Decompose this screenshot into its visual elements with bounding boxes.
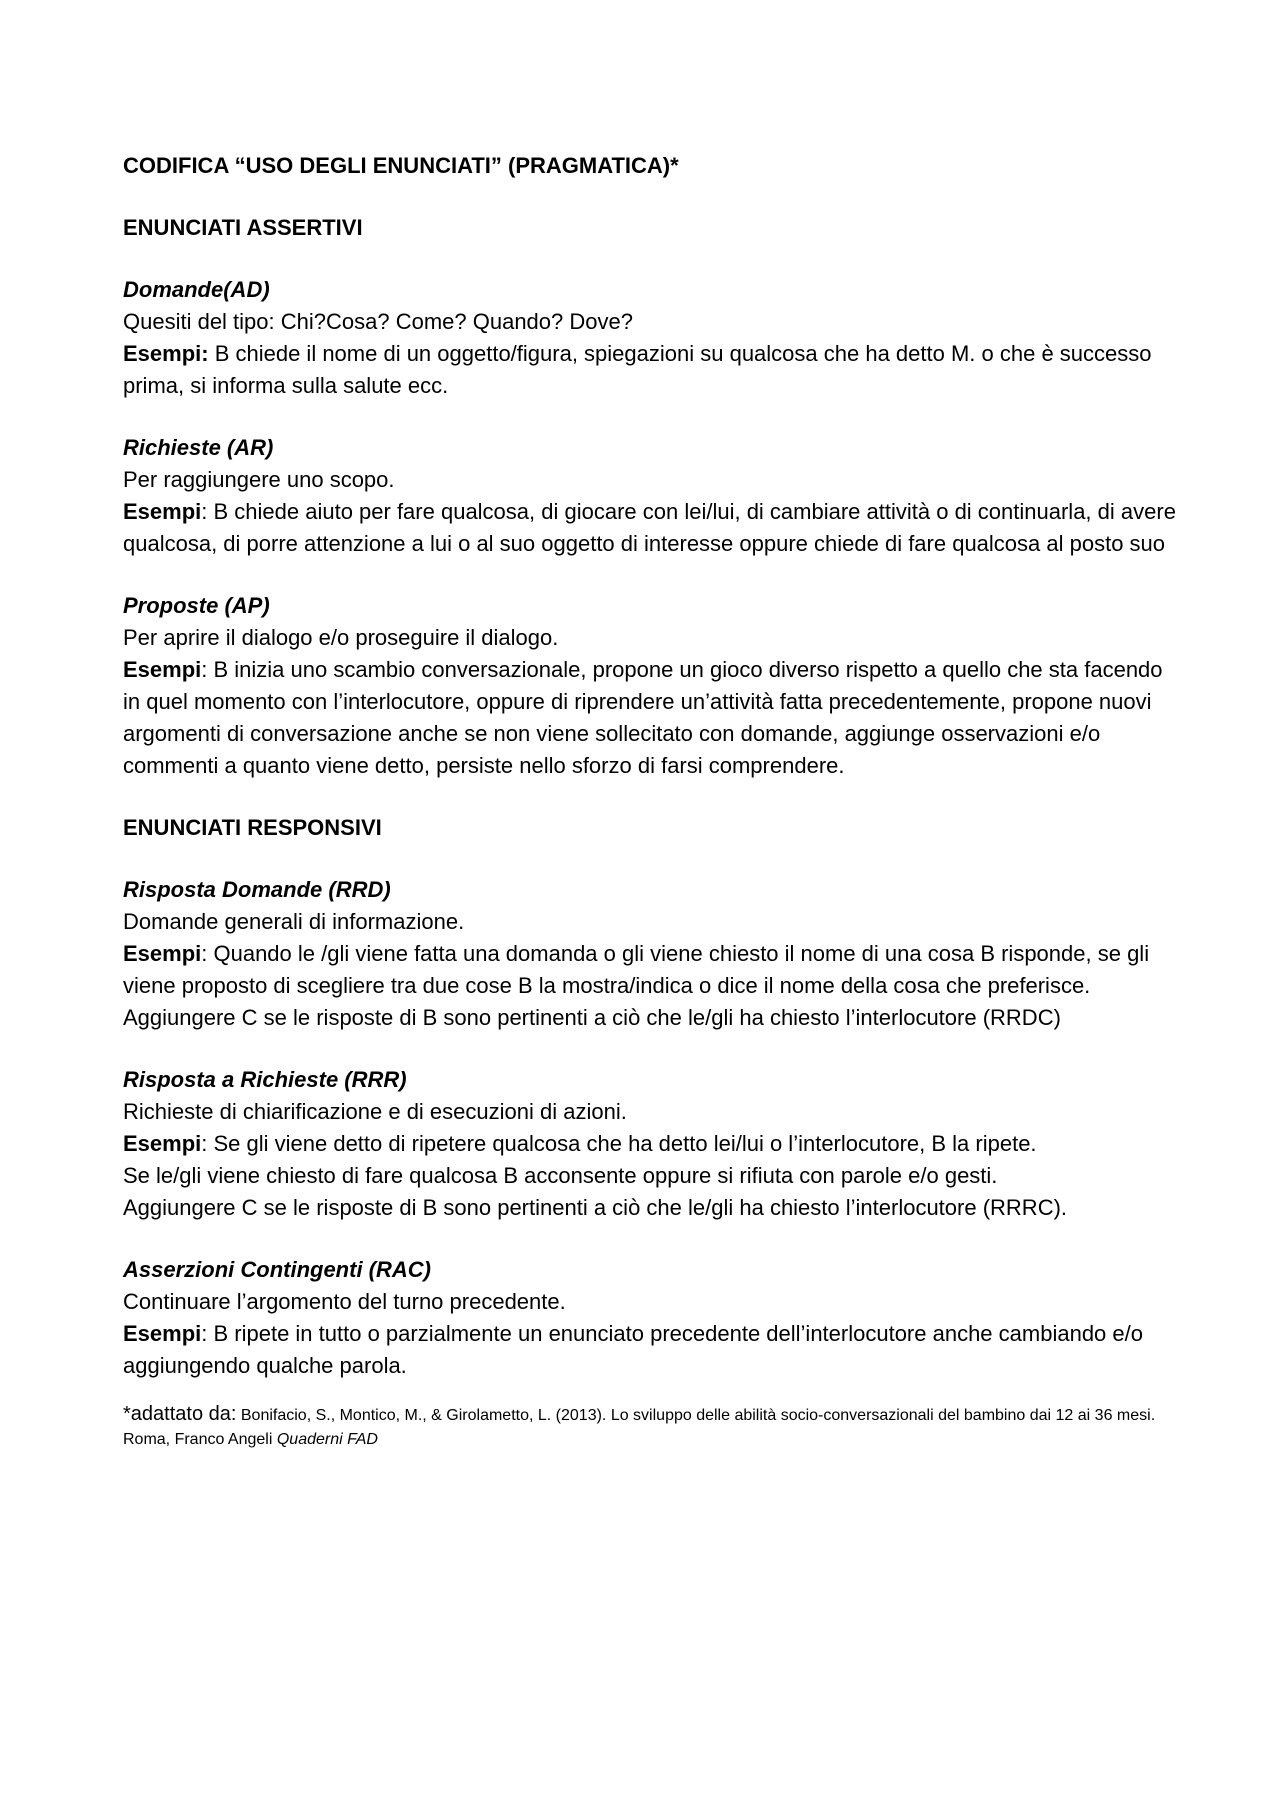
item-description: Per raggiungere uno scopo. <box>123 467 395 492</box>
examples-text: : B inizia uno scambio conversazionale, propone un gioco diverso rispetto a quello che sta facendo in quel momento con l’interlocutore, oppure di riprendere un’attività fatta precedentemente, propone nuovi argomenti di conversazione anche se non viene sollecitato con domande, aggiunge osservazioni e/o commenti a quanto viene detto, persiste nello sforzo di farsi comprendere. <box>123 657 1163 778</box>
item-domande <box>123 274 1183 402</box>
item-description: Continuare l’argomento del turno precedente. <box>123 1289 566 1314</box>
item-examples <box>123 1318 1183 1382</box>
item-risposta-richieste <box>123 1064 1183 1224</box>
section-heading: ENUNCIATI RESPONSIVI <box>123 815 382 840</box>
item-title: Risposta a Richieste (RRR) <box>123 1067 407 1092</box>
item-asserzioni-contingenti <box>123 1254 1183 1382</box>
item-extra-line: Se le/gli viene chiesto di fare qualcosa B acconsente oppure si rifiuta con parole e/o gesti. <box>123 1163 998 1188</box>
item-examples <box>123 654 1183 782</box>
footnote <box>123 1402 1183 1452</box>
item-description: Per aprire il dialogo e/o proseguire il dialogo. <box>123 625 559 650</box>
footnote-lead: *adattato da: <box>123 1403 237 1425</box>
item-risposta-domande <box>123 874 1183 1034</box>
examples-text: : Quando le /gli viene fatta una domanda o gli viene chiesto il nome di una cosa B risponde, se gli viene proposto di scegliere tra due cose B la mostra/indica o dice il nome della cosa che preferisce. <box>123 941 1150 998</box>
examples-label: Esempi <box>123 657 202 682</box>
examples-label: Esempi: <box>123 341 209 366</box>
item-richieste <box>123 432 1183 560</box>
item-description: Quesiti del tipo: Chi?Cosa? Come? Quando? Dove? <box>123 309 633 334</box>
examples-text: : B ripete in tutto o parzialmente un enunciato precedente dell’interlocutore anche cambiando e/o aggiungendo qualche parola. <box>123 1321 1143 1378</box>
section-assertivi <box>123 212 1183 782</box>
footnote-italic: Quaderni FAD <box>276 1431 378 1448</box>
section-responsivi <box>123 812 1183 1382</box>
item-title: Asserzioni Contingenti (RAC) <box>123 1257 431 1282</box>
item-examples <box>123 1128 1183 1160</box>
item-title: Domande(AD) <box>123 277 270 302</box>
document-page <box>123 150 1183 1452</box>
examples-label: Esempi <box>123 499 202 524</box>
footnote-text: Bonifacio, S., Montico, M., & Girolametto, L. (2013). Lo sviluppo delle abilità socio-conversazionali del bambino dai 12 ai 36 mesi. Roma, Franco Angeli <box>123 1407 1156 1448</box>
item-proposte <box>123 590 1183 782</box>
item-description: Richieste di chiarificazione e di esecuzioni di azioni. <box>123 1099 627 1124</box>
section-heading: ENUNCIATI ASSERTIVI <box>123 215 363 240</box>
item-examples <box>123 338 1183 402</box>
item-title: Proposte (AP) <box>123 593 270 618</box>
item-examples <box>123 938 1183 1002</box>
examples-label: Esempi <box>123 1131 202 1156</box>
document-title: CODIFICA “USO DEGLI ENUNCIATI” (PRAGMATICA)* <box>123 153 679 178</box>
examples-text: : Se gli viene detto di ripetere qualcosa che ha detto lei/lui o l’interlocutore, B la ripete. <box>201 1131 1037 1156</box>
item-description: Domande generali di informazione. <box>123 909 465 934</box>
item-examples <box>123 496 1183 560</box>
item-extra-line: Aggiungere C se le risposte di B sono pertinenti a ciò che le/gli ha chiesto l’interlocutore (RRRC). <box>123 1195 1068 1220</box>
examples-text: B chiede il nome di un oggetto/figura, spiegazioni su qualcosa che ha detto M. o che è successo prima, si informa sulla salute ecc. <box>123 341 1152 398</box>
item-title: Risposta Domande (RRD) <box>123 877 391 902</box>
examples-label: Esempi <box>123 941 202 966</box>
examples-label: Esempi <box>123 1321 202 1346</box>
examples-text: : B chiede aiuto per fare qualcosa, di giocare con lei/lui, di cambiare attività o di continuarla, di avere qualcosa, di porre attenzione a lui o al suo oggetto di interesse oppure chiede di fare qualcosa al posto suo <box>123 499 1176 556</box>
item-extra-line: Aggiungere C se le risposte di B sono pertinenti a ciò che le/gli ha chiesto l’interlocutore (RRDC) <box>123 1005 1061 1030</box>
item-title: Richieste (AR) <box>123 435 274 460</box>
